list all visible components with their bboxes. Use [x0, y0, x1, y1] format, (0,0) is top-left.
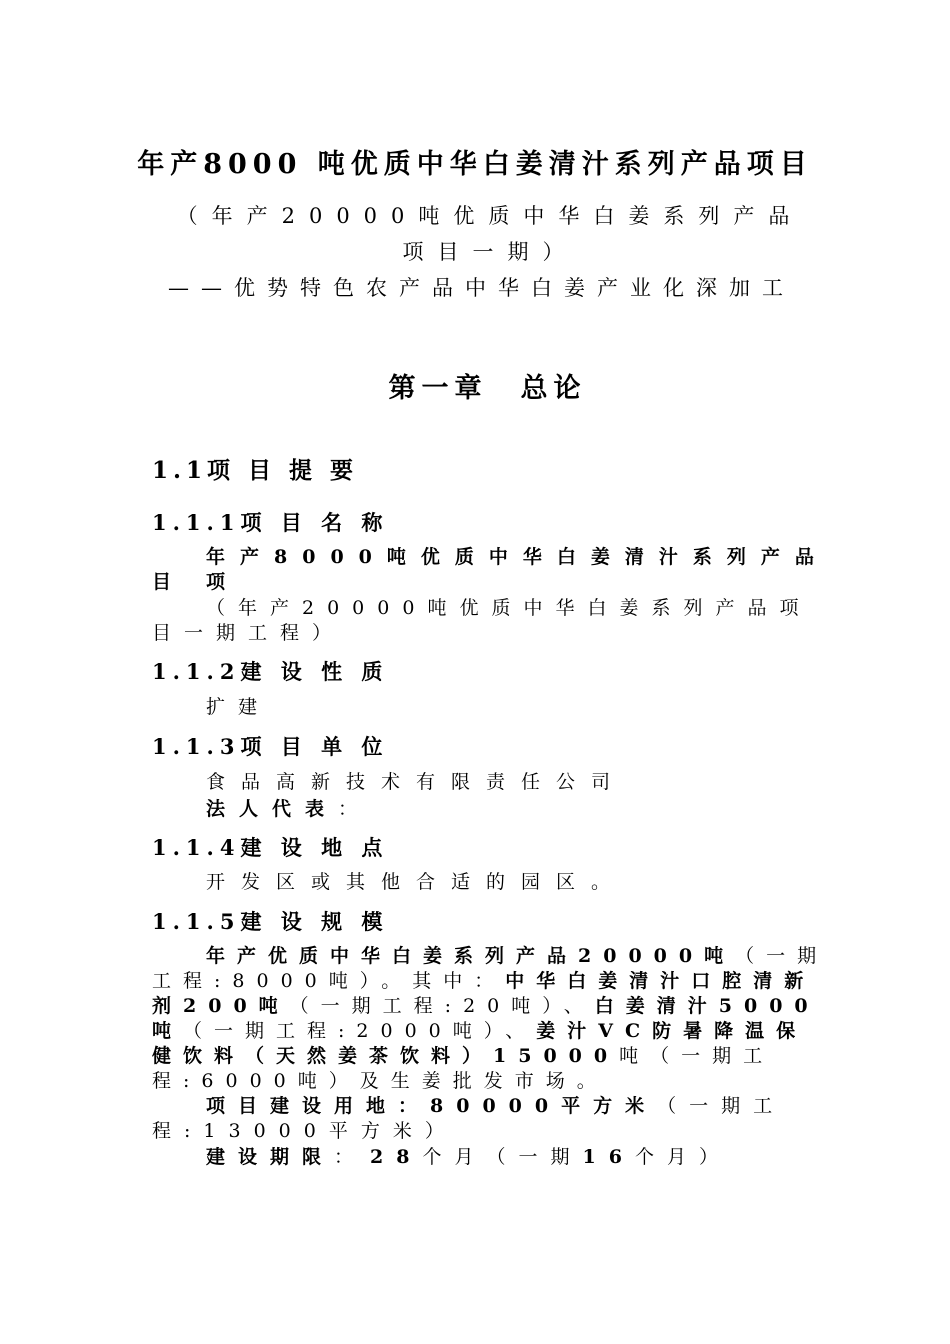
legal-rep-colon: ：: [338, 798, 358, 820]
legal-rep-label: 法人代表: [206, 798, 339, 820]
document-title: 年产8000 吨优质中华白姜清汁系列产品项目: [137, 149, 813, 180]
period-colon: ：: [334, 1146, 367, 1168]
land-use-paragraph: [152, 1094, 842, 1144]
construction-period: [206, 1142, 731, 1169]
section-heading-1-1-4: 1.1.4建 设 地 点: [152, 835, 389, 860]
scale-total-phase1: （一期工程:8000吨）。其中：: [152, 945, 829, 992]
section-heading-1-1-3: 1.1.3项 目 单 位: [152, 734, 389, 759]
legal-representative: [206, 794, 357, 821]
scale-item-vc-drink: 姜汁VC防暑降温保健饮料（天然姜茶饮料）15000: [152, 1020, 808, 1067]
land-use-phase1: （一期工程:13000平方米）: [152, 1095, 786, 1142]
period-phase1-value: 16: [582, 1146, 635, 1168]
section-heading-1-1: 1.1项 目 提 要: [152, 457, 359, 484]
scale-item-mouth-freshener: 中华白姜清汁口腔清新剂200吨: [152, 970, 816, 1017]
document-subtitle: （年产20000吨优质中华白姜系列产品项目一期）: [176, 204, 804, 264]
project-name-note: （年产20000吨优质中华白姜系列产品项目一期工程）: [152, 597, 812, 644]
period-value: 28: [370, 1146, 423, 1168]
construction-nature: 扩建: [206, 696, 271, 718]
scale-total: 年产优质中华白姜系列产品20000吨: [206, 945, 736, 967]
document-tagline: ——优势特色农产品中华白姜产业化深加工: [168, 276, 795, 300]
section-heading-1-1-5: 1.1.5建 设 规 模: [152, 909, 389, 934]
scale-item-mouth-freshener-phase1: （一期工程:20吨）、: [289, 995, 595, 1017]
period-label: 建设期限: [206, 1146, 335, 1168]
period-phase1-unit: 个月）: [634, 1146, 731, 1168]
land-use-label: 项目建设用地：: [206, 1095, 431, 1117]
period-unit: 个月（一期: [422, 1146, 583, 1168]
project-name-line2: 目: [152, 571, 181, 593]
scale-item-ginger-juice-phase1: （一期工程:2000吨）、: [183, 1020, 537, 1042]
scale-item-ginger-juice: 白姜清汁5000吨: [152, 995, 820, 1042]
construction-scale-paragraph: [152, 944, 834, 1094]
land-use-value: 80000平方米: [430, 1095, 658, 1117]
project-unit: 食品高新技术有限责任公司: [206, 771, 627, 793]
project-name-line1: 年产8000吨优质中华白姜清汁系列产品项: [206, 546, 829, 593]
construction-site: 开发区或其他合适的园区。: [206, 871, 627, 893]
section-heading-1-1-2: 1.1.2建 设 性 质: [152, 659, 389, 684]
chapter-title: 第一章 总论: [388, 373, 587, 404]
scale-item-vc-drink-phase1: 吨（一期工程:6000吨）及生姜批发市场。: [152, 1045, 775, 1092]
section-heading-1-1-1: 1.1.1项 目 名 称: [152, 510, 389, 535]
